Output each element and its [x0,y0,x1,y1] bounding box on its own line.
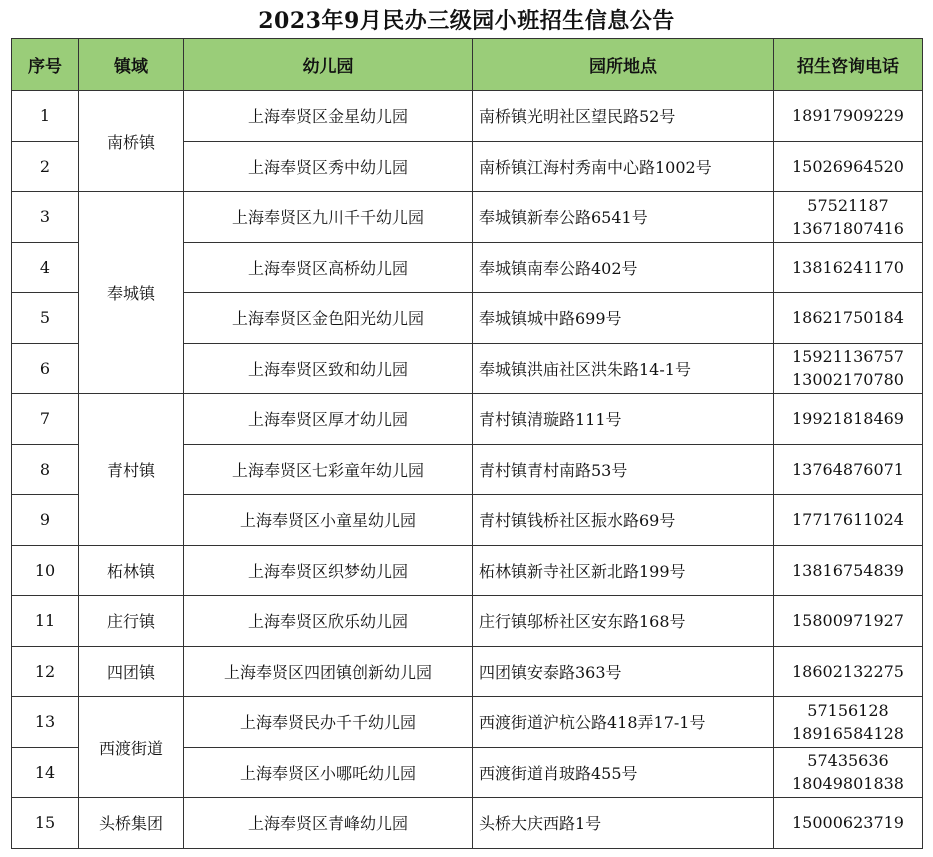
phone-number: 18916584128 [792,723,904,743]
seq-cell: 9 [12,495,79,546]
phone-number: 15026964520 [792,156,904,176]
phone-cell [774,646,923,697]
phone-cell [774,596,923,647]
phone-cell [774,91,923,142]
kindergarten-cell: 上海奉贤区四团镇创新幼儿园 [184,646,473,697]
header-phone: 招生咨询电话 [774,39,923,91]
seq-cell: 12 [12,646,79,697]
phone-cell [774,141,923,192]
address-cell: 青村镇清璇路111号 [473,394,774,445]
phone-cell [774,444,923,495]
phone-cell [774,192,923,243]
kindergarten-cell: 上海奉贤区九川千千幼儿园 [184,192,473,243]
town-cell: 西渡街道 [79,697,184,798]
phone-cell [774,545,923,596]
address-cell: 奉城镇洪庙社区洪朱路14-1号 [473,343,774,394]
phone-number: 19921818469 [792,409,904,429]
town-cell: 柘林镇 [79,545,184,596]
table-row [12,91,923,142]
phone-cell [774,343,923,394]
phone-number: 18621750184 [792,308,904,328]
seq-cell: 11 [12,596,79,647]
town-cell: 南桥镇 [79,91,184,192]
header-kindergarten: 幼儿园 [184,39,473,91]
address-cell: 青村镇青村南路53号 [473,444,774,495]
seq-cell: 4 [12,242,79,293]
header-address: 园所地点 [473,39,774,91]
kindergarten-cell: 上海奉贤区七彩童年幼儿园 [184,444,473,495]
kindergarten-cell: 上海奉贤民办千千幼儿园 [184,697,473,748]
phone-cell [774,394,923,445]
table-row [12,646,923,697]
seq-cell: 1 [12,91,79,142]
town-cell: 奉城镇 [79,192,184,394]
table-header-row [12,39,923,91]
seq-cell: 5 [12,293,79,344]
phone-number: 15921136757 [792,347,904,367]
phone-number: 57435636 [807,751,889,771]
address-cell: 西渡街道沪杭公路418弄17-1号 [473,697,774,748]
phone-cell [774,495,923,546]
address-cell: 南桥镇江海村秀南中心路1002号 [473,141,774,192]
phone-number: 17717611024 [792,510,904,530]
table-row [12,798,923,849]
phone-number: 18917909229 [792,106,904,126]
phone-number: 15000623719 [792,813,904,833]
phone-number: 18602132275 [792,661,904,681]
address-cell: 南桥镇光明社区望民路52号 [473,91,774,142]
kindergarten-cell: 上海奉贤区欣乐幼儿园 [184,596,473,647]
seq-cell: 3 [12,192,79,243]
address-cell: 庄行镇邬桥社区安东路168号 [473,596,774,647]
address-cell: 柘林镇新寺社区新北路199号 [473,545,774,596]
kindergarten-cell: 上海奉贤区秀中幼儿园 [184,141,473,192]
address-cell: 奉城镇城中路699号 [473,293,774,344]
phone-cell [774,697,923,748]
kindergarten-cell: 上海奉贤区金色阳光幼儿园 [184,293,473,344]
address-cell: 奉城镇南奉公路402号 [473,242,774,293]
phone-number: 13671807416 [792,218,904,238]
seq-cell: 14 [12,747,79,798]
phone-cell [774,242,923,293]
town-cell: 头桥集团 [79,798,184,849]
address-cell: 头桥大庆西路1号 [473,798,774,849]
seq-cell: 6 [12,343,79,394]
table-row [12,192,923,243]
seq-cell: 2 [12,141,79,192]
kindergarten-cell: 上海奉贤区织梦幼儿园 [184,545,473,596]
phone-cell [774,747,923,798]
header-seq: 序号 [12,39,79,91]
phone-number: 57156128 [807,700,889,720]
address-cell: 奉城镇新奉公路6541号 [473,192,774,243]
kindergarten-cell: 上海奉贤区小童星幼儿园 [184,495,473,546]
phone-number: 13002170780 [792,370,904,390]
phone-cell [774,798,923,849]
kindergarten-cell: 上海奉贤区金星幼儿园 [184,91,473,142]
seq-cell: 15 [12,798,79,849]
kindergarten-cell: 上海奉贤区厚才幼儿园 [184,394,473,445]
seq-cell: 13 [12,697,79,748]
table-row [12,545,923,596]
table-row [12,394,923,445]
table-row [12,697,923,748]
kindergarten-cell: 上海奉贤区高桥幼儿园 [184,242,473,293]
phone-number: 13816241170 [792,257,904,277]
enrollment-table [11,38,923,849]
phone-cell [774,293,923,344]
kindergarten-cell: 上海奉贤区青峰幼儿园 [184,798,473,849]
address-cell: 四团镇安泰路363号 [473,646,774,697]
town-cell: 四团镇 [79,646,184,697]
address-cell: 青村镇钱桥社区振水路69号 [473,495,774,546]
phone-number: 18049801838 [792,774,904,794]
phone-number: 13816754839 [792,560,904,580]
seq-cell: 7 [12,394,79,445]
phone-number: 57521187 [807,195,889,215]
page-title: 2023年9月民办三级园小班招生信息公告 [258,8,675,34]
address-cell: 西渡街道肖玻路455号 [473,747,774,798]
town-cell: 庄行镇 [79,596,184,647]
table-row [12,596,923,647]
kindergarten-cell: 上海奉贤区致和幼儿园 [184,343,473,394]
kindergarten-cell: 上海奉贤区小哪吒幼儿园 [184,747,473,798]
seq-cell: 10 [12,545,79,596]
town-cell: 青村镇 [79,394,184,546]
phone-number: 13764876071 [792,459,904,479]
seq-cell: 8 [12,444,79,495]
header-town: 镇域 [79,39,184,91]
phone-number: 15800971927 [792,611,904,631]
